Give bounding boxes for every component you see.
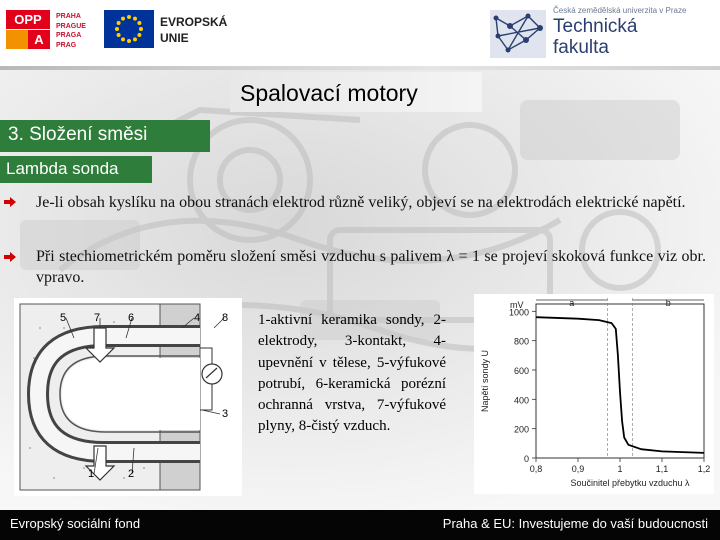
y-unit-label: mV <box>510 300 524 310</box>
x-tick-label: 0,8 <box>529 464 543 474</box>
oppa-logo <box>6 10 52 50</box>
x-axis-label: Součinitel přebytku vzduchu λ <box>570 478 690 488</box>
faculty-name-line: Technická <box>553 16 638 37</box>
lambda-sensor-diagram <box>14 298 242 496</box>
bullet-arrow-icon <box>4 251 16 263</box>
y-tick-label: 400 <box>513 395 529 406</box>
y-tick-label: 1000 <box>508 307 529 318</box>
bullet-arrow-icon <box>4 196 16 208</box>
x-tick-label: 1 <box>617 464 623 474</box>
y-tick-label: 200 <box>513 424 529 435</box>
faculty-name-line: fakulta <box>553 37 609 58</box>
x-tick-label: 1,1 <box>655 464 669 474</box>
diagram-label: 5 <box>60 312 67 324</box>
y-tick-label: 0 <box>523 454 529 464</box>
faculty-name <box>553 16 638 58</box>
praha-line: PRAG <box>56 41 77 49</box>
eu-label <box>160 14 227 46</box>
y-tick-label: 600 <box>513 366 529 376</box>
section-title: 3. Složení směsi <box>8 124 148 145</box>
diagram-label: 4 <box>194 312 201 324</box>
university-name: Česká zemědělská univerzita v Praze <box>553 6 687 15</box>
subsection-title: Lambda sonda <box>6 159 119 178</box>
slide-title: Spalovací motory <box>240 80 418 106</box>
eu-label-line: UNIE <box>160 31 189 45</box>
region-label-a: a <box>569 298 575 308</box>
eu-flag-icon <box>104 10 154 48</box>
header-bar <box>0 0 720 70</box>
oppa-logo-bottom: A <box>28 30 50 49</box>
voltage-graph <box>474 294 714 494</box>
praha-line: PRAGUE <box>56 22 86 30</box>
x-tick-label: 1,2 <box>697 464 711 474</box>
praha-logo <box>56 12 100 52</box>
diagram-label: 8 <box>222 312 229 324</box>
diagram-label: 1 <box>88 468 95 480</box>
header-divider <box>0 66 720 70</box>
region-label-b: b <box>665 298 671 308</box>
eu-label-line: EVROPSKÁ <box>160 15 228 29</box>
bullet-text: Je-li obsah kyslíku na obou stranách elektrod různě veliký, objeví se na elektrodách elektrické napětí. <box>36 194 686 211</box>
diagram-label: 3 <box>222 408 229 420</box>
diagram-label: 2 <box>128 468 135 480</box>
y-axis-label: Napětí sondy U <box>480 349 490 413</box>
oppa-logo-corner <box>6 30 28 49</box>
praha-line: PRAGA <box>56 32 82 39</box>
x-tick-label: 0,9 <box>571 464 585 474</box>
diagram-label: 7 <box>94 312 101 324</box>
praha-line: PRAHA <box>56 13 81 20</box>
footer-right-text: Praha & EU: Investujeme do vaší budoucnosti <box>442 516 708 531</box>
y-tick-label: 800 <box>513 336 529 347</box>
oppa-logo-top: OPP <box>6 10 50 29</box>
diagram-caption: 1-aktivní keramika sondy, 2-elektrody, 3-kontakt, 4-upevnění v tělese, 5-výfukové potrubí, 6-keramická porézní ochranná vrstva, 7-výfukové plyny, 8-čistý vzduch. <box>258 312 446 435</box>
footer-left-text: Evropský sociální fond <box>10 516 141 531</box>
diagram-label: 6 <box>128 312 135 324</box>
bullet-text: Při stechiometrickém poměru složení směsi vzduchu s palivem λ = 1 se projeví skoková funkce viz obr. vpravo. <box>36 248 706 286</box>
voltage-curve <box>536 317 704 453</box>
tf-network-logo-icon <box>488 6 548 62</box>
